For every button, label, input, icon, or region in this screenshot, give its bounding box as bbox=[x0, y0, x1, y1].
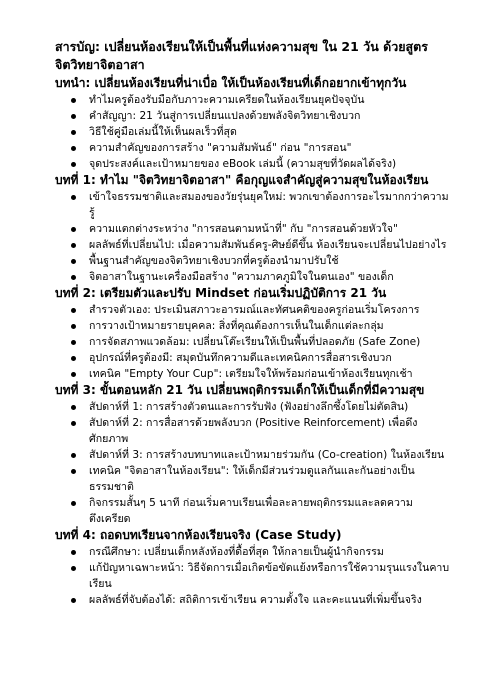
list-item bbox=[89, 318, 454, 334]
list-item-text: ความสำคัญของการสร้าง "ความสัมพันธ์" ก่อน "การสอน" bbox=[89, 142, 352, 154]
bullet-icon bbox=[71, 114, 76, 119]
list-item bbox=[89, 92, 454, 108]
bullet-icon bbox=[71, 469, 76, 474]
bullet-icon bbox=[71, 566, 76, 571]
list-item bbox=[89, 124, 454, 140]
chapter-list bbox=[55, 75, 454, 608]
bullet-icon bbox=[71, 324, 76, 329]
list-item bbox=[89, 189, 454, 221]
bullet-icon bbox=[71, 598, 76, 603]
bullet-icon bbox=[71, 340, 76, 345]
list-item bbox=[89, 302, 454, 318]
list-item bbox=[89, 495, 454, 527]
list-item-text: วิธีใช้คู่มือเล่มนี้ให้เห็นผลเร็วที่สุด bbox=[89, 126, 237, 138]
chapter-heading: บทที่ 1: ทำไม "จิตวิทยาจิตอาสา" คือกุญแจสำคัญสู่ความสุขในห้องเรียน bbox=[55, 173, 429, 187]
bullet-icon bbox=[71, 421, 76, 426]
list-item-text: การจัดสภาพแวดล้อม: เปลี่ยนโต๊ะเรียนให้เป็นพื้นที่ปลอดภัย (Safe Zone) bbox=[89, 336, 421, 348]
chapter-heading: บทที่ 2: เตรียมตัวและปรับ Mindset ก่อนเริ่มปฏิบัติการ 21 วัน bbox=[55, 286, 387, 300]
list-item bbox=[89, 447, 454, 463]
chapter-heading: บทนำ: เปลี่ยนห้องเรียนที่น่าเบื่อ ให้เป็นห้องเรียนที่เด็กอยากเข้าทุกวัน bbox=[55, 76, 407, 90]
bullet-icon bbox=[71, 243, 76, 248]
bullet-icon bbox=[71, 227, 76, 232]
list-item bbox=[89, 237, 454, 253]
list-item-text: สัปดาห์ที่ 1: การสร้างตัวตนและการรับฟัง (ฟังอย่างลึกซึ้งโดยไม่ตัดสิน) bbox=[89, 401, 409, 413]
list-item-text: กรณีศึกษา: เปลี่ยนเด็กหลังห้องที่ดื้อที่สุด ให้กลายเป็นผู้นำกิจกรรม bbox=[89, 546, 384, 558]
chapter-section bbox=[55, 172, 454, 285]
list-item bbox=[89, 221, 454, 237]
bullet-icon bbox=[71, 550, 76, 555]
bullet-icon bbox=[71, 356, 76, 361]
chapter-section bbox=[55, 382, 454, 527]
list-item bbox=[89, 108, 454, 124]
chapter-section bbox=[55, 75, 454, 172]
bullet-icon bbox=[71, 130, 76, 135]
list-item-text: แก้ปัญหาเฉพาะหน้า: วิธีจัดการเมื่อเกิดข้อขัดแย้งหรือการใช้ความรุนแรงในคาบเรียน bbox=[89, 562, 450, 590]
bullet-icon bbox=[71, 501, 76, 506]
list-item bbox=[89, 156, 454, 172]
chapter-bullet-list bbox=[55, 302, 454, 382]
chapter-bullet-list bbox=[55, 92, 454, 172]
list-item-text: ทำไมครูต้องรับมือกับภาวะความเครียดในห้องเรียนยุคปัจจุบัน bbox=[89, 94, 365, 106]
list-item-text: ผลลัพธ์ที่จับต้องได้: สถิติการเข้าเรียน ความตั้งใจ และคะแนนที่เพิ่มขึ้นจริง bbox=[89, 594, 422, 606]
chapter-bullet-list bbox=[55, 399, 454, 527]
bullet-icon bbox=[71, 195, 76, 200]
chapter-bullet-list bbox=[55, 544, 454, 608]
list-item-text: สัปดาห์ที่ 2: การสื่อสารด้วยพลังบวก (Positive Reinforcement) เพื่อดึงศักยภาพ bbox=[89, 417, 418, 445]
list-item bbox=[89, 399, 454, 415]
bullet-icon bbox=[71, 275, 76, 280]
list-item-text: คำสัญญา: 21 วันสู่การเปลี่ยนแปลงด้วยพลังจิตวิทยาเชิงบวก bbox=[89, 110, 361, 122]
list-item bbox=[89, 334, 454, 350]
bullet-icon bbox=[71, 308, 76, 313]
list-item-text: สำรวจตัวเอง: ประเมินสภาวะอารมณ์และทัศนคติของครูก่อนเริ่มโครงการ bbox=[89, 304, 420, 316]
bullet-icon bbox=[71, 259, 76, 264]
list-item bbox=[89, 253, 454, 269]
bullet-icon bbox=[71, 98, 76, 103]
list-item-text: จุดประสงค์และเป้าหมายของ eBook เล่มนี้ (ความสุขที่วัดผลได้จริง) bbox=[89, 158, 397, 170]
list-item-text: จิตอาสาในฐานะเครื่องมือสร้าง "ความภาคภูมิใจในตนเอง" ของเด็ก bbox=[89, 271, 394, 283]
chapter-section bbox=[55, 527, 454, 608]
list-item-text: สัปดาห์ที่ 3: การสร้างบทบาทและเป้าหมายร่วมกัน (Co-creation) ในห้องเรียน bbox=[89, 449, 445, 461]
bullet-icon bbox=[71, 372, 76, 377]
list-item bbox=[89, 366, 454, 382]
list-item-text: เทคนิค "จิตอาสาในห้องเรียน": ให้เด็กมีส่วนร่วมดูแลกันและกันอย่างเป็นธรรมชาติ bbox=[89, 465, 415, 493]
chapter-heading: บทที่ 3: ขั้นตอนหลัก 21 วัน เปลี่ยนพฤติกรรมเด็กให้เป็นเด็กที่มีความสุข bbox=[55, 383, 425, 397]
list-item bbox=[89, 592, 454, 608]
list-item-text: เข้าใจธรรมชาติและสมองของวัยรุ่นยุคใหม่: พวกเขาต้องการอะไรมากกว่าความรู้ bbox=[89, 191, 449, 219]
chapter-heading: บทที่ 4: ถอดบทเรียนจากห้องเรียนจริง (Case Study) bbox=[55, 528, 342, 542]
list-item-text: กิจกรรมสั้นๆ 5 นาที ก่อนเริ่มคาบเรียนเพื่อละลายพฤติกรรมและลดความตึงเครียด bbox=[89, 497, 413, 525]
bullet-icon bbox=[71, 453, 76, 458]
list-item-text: การวางเป้าหมายรายบุคคล: สิ่งที่คุณต้องการเห็นในเด็กแต่ละกลุ่ม bbox=[89, 320, 384, 332]
chapter-bullet-list bbox=[55, 189, 454, 285]
list-item bbox=[89, 269, 454, 285]
list-item-text: อุปกรณ์ที่ครูต้องมี: สมุดบันทึกความดีและเทคนิคการสื่อสารเชิงบวก bbox=[89, 352, 392, 364]
list-item-text: ผลลัพธ์ที่เปลี่ยนไป: เมื่อความสัมพันธ์ครู-ศิษย์ดีขึ้น ห้องเรียนจะเปลี่ยนไปอย่างไร bbox=[89, 239, 447, 251]
bullet-icon bbox=[71, 162, 76, 167]
list-item-text: ความแตกต่างระหว่าง "การสอนตามหน้าที่" กับ "การสอนด้วยหัวใจ" bbox=[89, 223, 398, 235]
list-item bbox=[89, 415, 454, 447]
list-item bbox=[89, 544, 454, 560]
list-item bbox=[89, 463, 454, 495]
bullet-icon bbox=[71, 405, 76, 410]
table-of-contents-title: สารบัญ: เปลี่ยนห้องเรียนให้เป็นพื้นที่แห่งความสุข ใน 21 วัน ด้วยสูตรจิตวิทยาจิตอาสา bbox=[55, 39, 429, 72]
list-item bbox=[89, 350, 454, 366]
list-item-text: พื้นฐานสำคัญของจิตวิทยาเชิงบวกที่ครูต้องนำมาปรับใช้ bbox=[89, 255, 339, 267]
list-item-text: เทคนิค "Empty Your Cup": เตรียมใจให้พร้อมก่อนเข้าห้องเรียนทุกเช้า bbox=[89, 368, 413, 380]
bullet-icon bbox=[71, 146, 76, 151]
list-item bbox=[89, 140, 454, 156]
chapter-section bbox=[55, 285, 454, 382]
list-item bbox=[89, 560, 454, 592]
